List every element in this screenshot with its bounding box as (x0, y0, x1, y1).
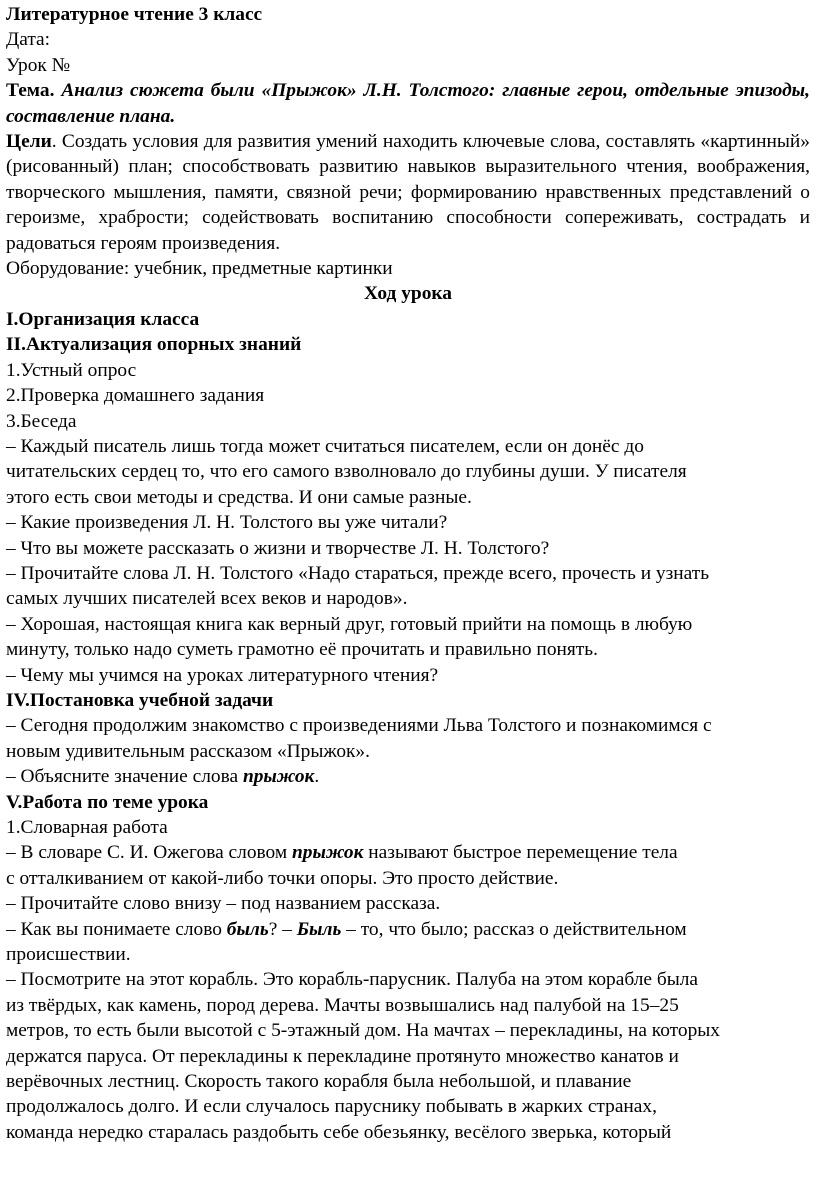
text-line: – Хорошая, настоящая книга как верный друг, готовый прийти на помощь в любую (6, 613, 693, 635)
emphasized-word: Быль (296, 918, 342, 940)
equipment-line: Оборудование: учебник, предметные картинки (6, 258, 393, 280)
topic-text: Анализ сюжета были «Прыжок» Л.Н. Толстого: главные герои, отдельные эпизоды, составление плана. (6, 80, 810, 127)
text-line: – Каждый писатель лишь тогда может считаться писателем, если он донёс до (6, 435, 644, 457)
text-line: – Прочитайте слова Л. Н. Толстого «Надо стараться, прежде всего, прочесть и узнать (6, 562, 710, 584)
text-line: продолжалось долго. И если случалось паруснику побывать в жарких странах, (6, 1096, 657, 1118)
text-line: команда нередко старалась раздобыть себе обезьянку, весёлого зверька, который (6, 1121, 672, 1143)
section-heading-5: V.Работа по теме урока (6, 791, 209, 813)
list-item: 3.Беседа (6, 410, 77, 432)
text-line: – Сегодня продолжим знакомство с произведениями Льва Толстого и познакомимся с (6, 715, 712, 737)
topic-paragraph (6, 78, 810, 129)
text-line: новым удивительным рассказом «Прыжок». (6, 740, 370, 762)
goals-paragraph (6, 129, 810, 256)
list-item: 1.Устный опрос (6, 359, 137, 381)
topic-label: Тема. (6, 80, 55, 102)
section-heading-2: II.Актуализация опорных знаний (6, 334, 302, 356)
document-title: Литературное чтение 3 класс (6, 4, 263, 25)
text-line: самых лучших писателей всех веков и народов». (6, 588, 408, 610)
text-line: с отталкиванием от какой-либо точки опоры. Это просто действие. (6, 867, 559, 889)
text-line: – Прочитайте слово внизу – под названием рассказа. (6, 893, 441, 915)
dictionary-line: – В словаре С. И. Ожегова словом прыжок называют быстрое перемещение тела (6, 842, 678, 864)
lesson-heading: Ход урока (364, 283, 452, 305)
lesson-number-line: Урок № (6, 54, 71, 76)
section-heading-4: IV.Постановка учебной задачи (6, 689, 274, 711)
text-line: – Посмотрите на этот корабль. Это корабль-парусник. Палуба на этом корабле была (6, 969, 699, 991)
section-heading-1: I.Организация класса (6, 308, 200, 330)
emphasized-word: быль (226, 918, 269, 940)
text-line: читательских сердец то, что его самого взволновало до глубины души. У писателя (6, 461, 687, 483)
text-line: из твёрдых, как камень, пород дерева. Мачты возвышались над палубой на 15–25 (6, 994, 679, 1016)
list-item: 2.Проверка домашнего задания (6, 385, 265, 407)
date-line: Дата: (6, 29, 51, 51)
byl-line: – Как вы понимаете слово быль? – Быль – то, что было; рассказ о действительном (6, 918, 687, 940)
text-line: минуту, только надо суметь грамотно её прочитать и правильно понять. (6, 639, 598, 661)
text-line: держатся паруса. От перекладины к перекладине протянуто множество канатов и (6, 1045, 679, 1067)
goals-text: . Создать условия для развития умений находить ключевые слова, составлять «картинный» (рисованный) план; способствовать развитию навыков выразительного чтения, воображения, творческого мышления, памяти, связной речи; формированию нравственных представлений о героизме, храбрости; содействовать воспитанию способности сопереживать, сострадать и радоваться героям произведения. (6, 131, 810, 254)
text-line: – Чему мы учимся на уроках литературного чтения? (6, 664, 439, 686)
text-line: этого есть свои методы и средства. И они самые разные. (6, 486, 472, 508)
text-line: верёвочных лестниц. Скорость такого корабля была небольшой, и плавание (6, 1071, 632, 1093)
text-line: происшествии. (6, 944, 131, 966)
emphasized-word: прыжок (292, 842, 364, 864)
goals-label: Цели (6, 131, 52, 153)
emphasized-word: прыжок (242, 766, 315, 788)
text-line: – Какие произведения Л. Н. Толстого вы уже читали? (6, 512, 448, 534)
explain-word-line: – Объясните значение слова прыжок. (6, 766, 320, 788)
text-line: метров, то есть были высотой с 5-этажный дом. На мачтах – перекладины, на которых (6, 1020, 720, 1042)
list-item: 1.Словарная работа (6, 817, 168, 838)
text-line: – Что вы можете рассказать о жизни и творчестве Л. Н. Толстого? (6, 537, 550, 559)
